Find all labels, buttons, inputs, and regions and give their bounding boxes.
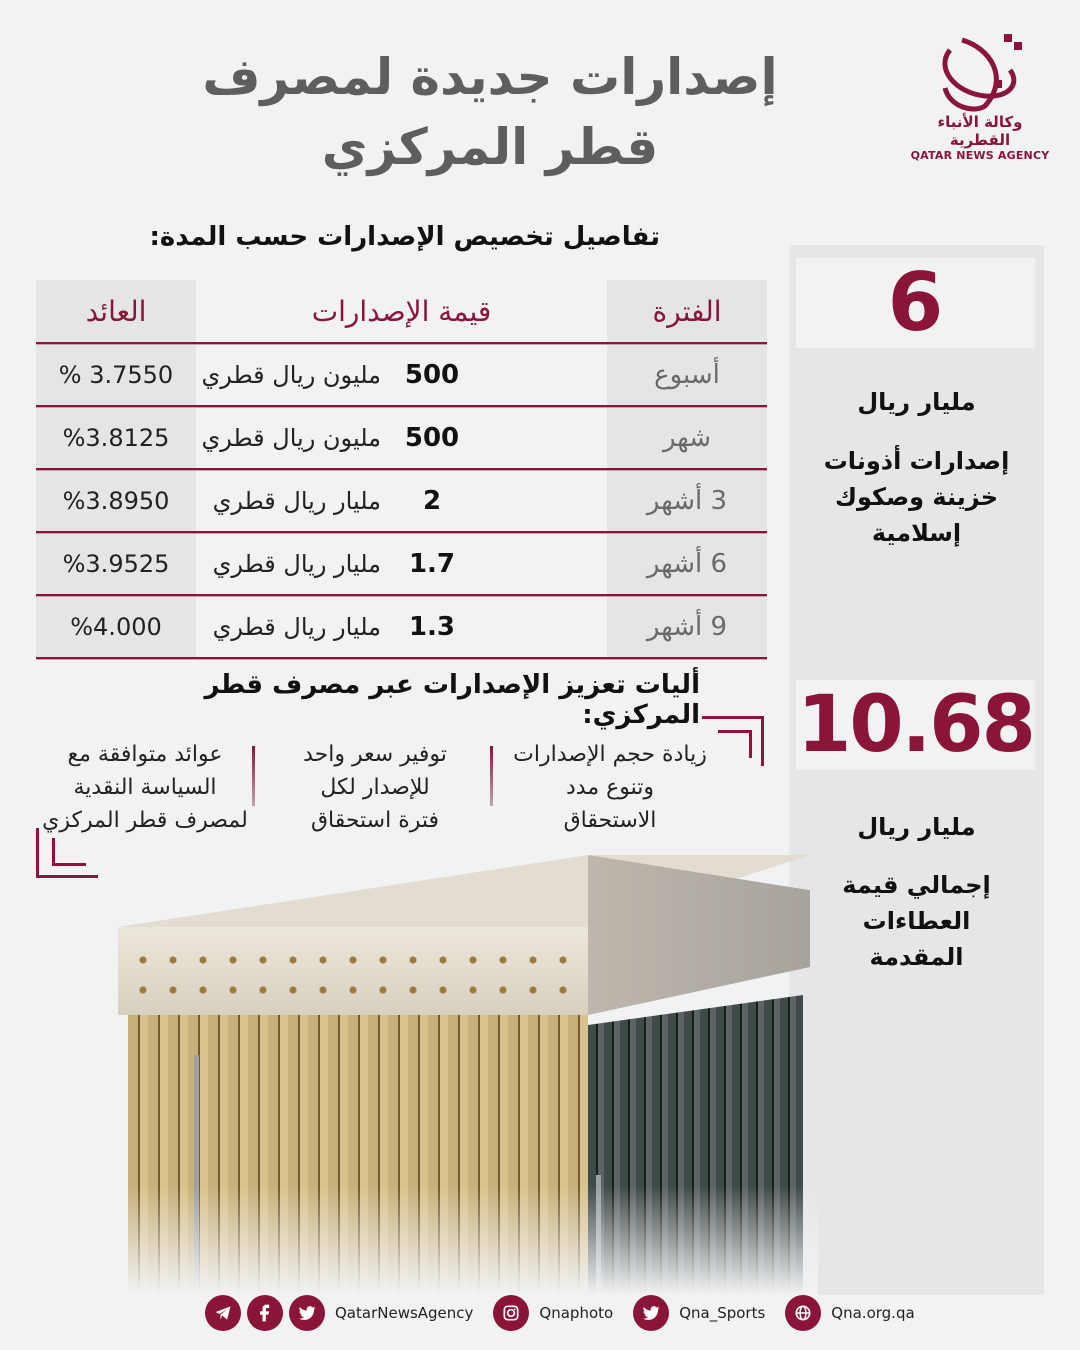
mechanism-line: الاستحقاق — [563, 808, 657, 833]
value-cell — [196, 471, 607, 531]
stat-issuance-unit: مليار ريال — [857, 388, 976, 416]
social-footer — [205, 1293, 929, 1333]
value-unit: مليار ريال قطري — [212, 550, 381, 578]
table-row — [36, 345, 767, 405]
twitter-icon[interactable] — [633, 1295, 669, 1331]
mechanism-item — [505, 738, 715, 837]
divider — [490, 746, 493, 806]
period-cell: 9 أشهر — [607, 597, 767, 657]
yield-cell: % 3.7550 — [36, 345, 196, 405]
value-unit: مليون ريال قطري — [201, 424, 381, 452]
yield-cell: %3.8125 — [36, 408, 196, 468]
period-cell: 6 أشهر — [607, 534, 767, 594]
desc-line: إجمالي قيمة — [842, 871, 991, 899]
value-amount: 2 — [422, 486, 442, 516]
building-roof-side — [588, 855, 810, 1015]
social-handle-qnaphoto[interactable]: Qnaphoto — [539, 1304, 614, 1322]
qna-emblem-icon — [930, 28, 1030, 113]
table-row — [36, 534, 767, 594]
stat-issuance-value: 6 — [796, 258, 1035, 348]
value-unit: مليون ريال قطري — [201, 361, 381, 389]
mechanism-line: زيادة حجم الإصدارات — [513, 742, 707, 767]
value-cell — [196, 408, 607, 468]
value-amount: 500 — [404, 360, 460, 390]
value-cell — [196, 534, 607, 594]
title-line-1: إصدارات جديدة لمصرف — [202, 48, 778, 106]
mechanism-line: فترة استحقاق — [310, 808, 440, 833]
allocation-table — [36, 280, 767, 660]
table-header-row — [36, 280, 767, 342]
table-row — [36, 408, 767, 468]
value-cell — [196, 597, 607, 657]
value-amount: 1.3 — [408, 612, 456, 642]
title-line-2: قطر المركزي — [321, 118, 659, 176]
corner-bracket-decoration — [52, 838, 86, 866]
stat-issuance-description — [789, 443, 1044, 551]
divider — [252, 746, 255, 806]
qna-logo — [905, 28, 1055, 162]
image-fade — [118, 1185, 818, 1295]
social-handle-qna-sports[interactable]: Qna_Sports — [679, 1304, 766, 1322]
mechanism-line: عوائد متوافقة مع — [67, 742, 223, 767]
stats-side-panel — [789, 245, 1044, 1295]
allocation-heading: تفاصيل تخصيص الإصدارات حسب المدة: — [149, 222, 660, 252]
value-amount: 1.7 — [408, 549, 456, 579]
mechanism-line: للإصدار لكل — [320, 775, 430, 800]
globe-icon[interactable] — [785, 1295, 821, 1331]
twitter-icon[interactable] — [289, 1295, 325, 1331]
facebook-icon[interactable] — [247, 1295, 283, 1331]
column-header-value: قيمة الإصدارات — [196, 280, 607, 342]
value-unit: مليار ريال قطري — [212, 487, 381, 515]
telegram-icon[interactable] — [205, 1295, 241, 1331]
building-studs — [128, 945, 578, 1005]
column-header-period: الفترة — [607, 280, 767, 342]
mechanism-item — [275, 738, 475, 837]
desc-line: إسلامية — [871, 519, 962, 547]
desc-line: خزينة وصكوك — [834, 483, 999, 511]
desc-line: المقدمة — [869, 943, 964, 971]
column-header-yield: العائد — [36, 280, 196, 342]
value-unit: مليار ريال قطري — [212, 613, 381, 641]
mechanism-line: لمصرف قطر المركزي — [42, 808, 248, 833]
row-divider — [36, 657, 767, 660]
mechanisms-heading: أليات تعزيز الإصدارات عبر مصرف قطر المركزي: — [204, 670, 700, 730]
logo-name-english: QATAR NEWS AGENCY — [910, 149, 1050, 162]
mechanism-line: توفير سعر واحد — [303, 742, 447, 767]
stat-bids-unit: مليار ريال — [857, 813, 976, 841]
yield-cell: %4.000 — [36, 597, 196, 657]
yield-cell: %3.8950 — [36, 471, 196, 531]
mechanism-line: وتنوع مدد — [566, 775, 654, 800]
value-cell — [196, 345, 607, 405]
stat-bids-description — [789, 867, 1044, 975]
yield-cell: %3.9525 — [36, 534, 196, 594]
value-amount: 500 — [404, 423, 460, 453]
period-cell: أسبوع — [607, 345, 767, 405]
desc-line: إصدارات أذونات — [823, 447, 1010, 475]
social-handle-qatarnewsagency[interactable]: QatarNewsAgency — [335, 1304, 474, 1322]
website-link[interactable]: Qna.org.qa — [831, 1304, 915, 1322]
table-row — [36, 597, 767, 657]
page-title — [180, 42, 800, 182]
period-cell: 3 أشهر — [607, 471, 767, 531]
corner-bracket-decoration — [718, 730, 752, 758]
period-cell: شهر — [607, 408, 767, 468]
logo-name-arabic: وكالة الأنباء القطرية — [937, 113, 1023, 149]
instagram-icon[interactable] — [493, 1295, 529, 1331]
stat-bids-value: 10.68 — [797, 680, 1034, 770]
mechanism-line: السياسة النقدية — [73, 775, 217, 800]
desc-line: العطاءات — [862, 907, 971, 935]
table-row — [36, 471, 767, 531]
central-bank-building-image — [118, 855, 818, 1295]
mechanism-item — [40, 738, 250, 837]
